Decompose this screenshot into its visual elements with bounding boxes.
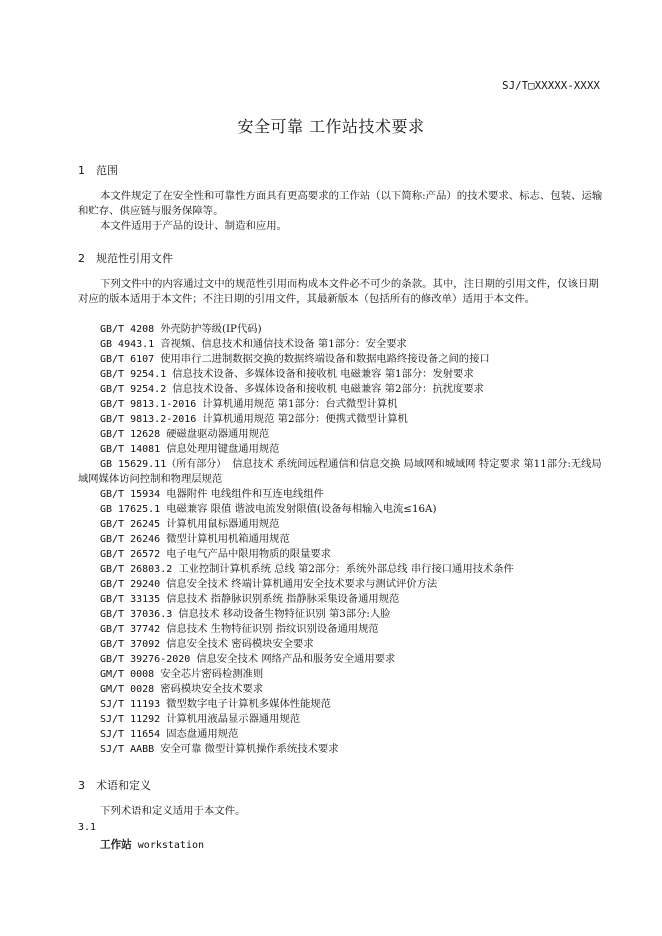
reference-item — [78, 562, 605, 577]
reference-title: 电磁兼容 限值 谐波电流发射限值(设备每相输入电流≤16A) — [166, 503, 437, 515]
reference-item — [78, 742, 605, 757]
reference-title: 信息安全技术 终端计算机通用安全技术要求与测试评价方法 — [166, 578, 438, 590]
reference-item — [78, 622, 605, 637]
reference-item — [78, 577, 605, 592]
reference-item — [78, 532, 605, 547]
section-heading-terms — [78, 777, 151, 793]
reference-item — [78, 397, 605, 412]
reference-code: GB 4943.1 — [100, 339, 155, 350]
section-number: 2 — [78, 252, 85, 265]
reference-title: 安全芯片密码检测准则 — [160, 668, 264, 680]
reference-code: GB/T 4208 — [100, 324, 155, 335]
reference-code: GB/T 14081 — [100, 444, 161, 455]
scope-paragraph: 本文件规定了在安全性和可靠性方面具有更高要求的工作站（以下简称:产品）的技术要求、标志、包装、运输和贮存、供应链与服务保障等。 — [78, 190, 603, 217]
reference-title: 信息技术 系统间远程通信和信息交换 局域网和城域网 特定要求 第11部分:无线局域网媒体访问控制和物理层规范 — [78, 458, 602, 485]
reference-item — [78, 697, 605, 712]
term-entry — [100, 837, 204, 852]
terms-intro: 下列术语和定义适用于本文件。 — [100, 805, 246, 817]
reference-item — [78, 412, 605, 427]
reference-item — [78, 352, 605, 367]
reference-item — [78, 367, 605, 382]
section-heading-normative-references — [78, 250, 173, 266]
normative-references-intro: 下列文件中的内容通过文中的规范性引用而构成本文件必不可少的条款。其中，注日期的引用文件，仅该日期对应的版本适用于本文件；不注日期的引用文件，其最新版本（包括所有的修改单）适用于本文件。 — [78, 278, 599, 305]
reference-item — [78, 682, 605, 697]
reference-list — [78, 322, 605, 757]
reference-title: 信息安全技术 网络产品和服务安全通用要求 — [196, 653, 396, 665]
document-title: 安全可靠 工作站技术要求 — [237, 117, 425, 136]
reference-item — [78, 337, 605, 352]
reference-title: 计算机通用规范 第1部分：台式微型计算机 — [202, 398, 398, 410]
reference-item — [78, 322, 605, 337]
reference-item — [78, 457, 605, 487]
reference-title: 信息技术 指静脉识别系统 指静脉采集设备通用规范 — [166, 593, 400, 605]
reference-code: GB/T 39276-2020 — [100, 654, 191, 665]
reference-code: GB/T 37742 — [100, 624, 161, 635]
reference-item — [78, 442, 605, 457]
reference-title: 信息技术设备、多媒体设备和接收机 电磁兼容 第1部分：发射要求 — [172, 368, 474, 380]
term-number: 3.1 — [78, 822, 97, 833]
reference-code: GB/T 37036.3 — [100, 609, 173, 620]
reference-title: 计算机用鼠标器通用规范 — [166, 518, 280, 530]
reference-title: 信息技术设备、多媒体设备和接收机 电磁兼容 第2部分：抗扰度要求 — [172, 383, 484, 395]
reference-title: 工业控制计算机系统 总线 第2部分：系统外部总线 串行接口通用技术条件 — [178, 563, 514, 575]
reference-title: 信息技术 生物特征识别 指纹识别设备通用规范 — [166, 623, 379, 635]
reference-title: 信息技术 移动设备生物特征识别 第3部分:人脸 — [178, 608, 391, 620]
reference-code: GB/T 9254.1 — [100, 369, 167, 380]
term-chinese: 工作站 — [100, 839, 132, 851]
reference-code: SJ/T 11292 — [100, 714, 161, 725]
scope-applicability-paragraph: 本文件适用于产品的设计、制造和应用。 — [100, 220, 288, 232]
section-heading-scope — [78, 162, 118, 178]
reference-title: 安全可靠 微型计算机操作系统技术要求 — [160, 743, 339, 755]
reference-code: SJ/T AABB — [100, 744, 155, 755]
reference-code: GB/T 6107 — [100, 354, 155, 365]
reference-code: GM/T 0028 — [100, 684, 155, 695]
term-english: workstation — [137, 840, 205, 851]
reference-item — [78, 652, 605, 667]
reference-item — [78, 382, 605, 397]
reference-code: GB/T 12628 — [100, 429, 161, 440]
reference-item — [78, 607, 605, 622]
reference-title: 信息处理用键盘通用规范 — [166, 443, 280, 455]
reference-item — [78, 667, 605, 682]
reference-item — [78, 712, 605, 727]
reference-code: GB/T 26245 — [100, 519, 161, 530]
reference-code: GB/T 33135 — [100, 594, 161, 605]
section-title: 规范性引用文件 — [96, 252, 173, 265]
document-code: SJ/T□XXXXX-XXXX — [502, 80, 600, 92]
section-title: 术语和定义 — [96, 779, 151, 792]
reference-code: GB/T 26572 — [100, 549, 161, 560]
reference-code: GM/T 0008 — [100, 669, 155, 680]
reference-title: 密码模块安全技术要求 — [160, 683, 264, 695]
section-title: 范围 — [96, 164, 118, 177]
reference-code: GB 15629.11（所有部分） — [100, 459, 227, 470]
reference-code: GB/T 37092 — [100, 639, 161, 650]
reference-title: 使用串行二进制数据交换的数据终端设备和数据电路终接设备之间的接口 — [160, 353, 490, 365]
reference-title: 微型计算机用机箱通用规范 — [166, 533, 290, 545]
reference-title: 电器附件 电线组件和互连电线组件 — [166, 488, 324, 500]
reference-title: 固态盘通用规范 — [166, 728, 239, 740]
reference-item — [78, 592, 605, 607]
reference-title: 微型数字电子计算机多媒体性能规范 — [166, 698, 331, 710]
reference-code: SJ/T 11654 — [100, 729, 161, 740]
reference-item — [78, 517, 605, 532]
reference-title: 硬磁盘驱动器通用规范 — [166, 428, 270, 440]
reference-item — [78, 502, 605, 517]
reference-code: SJ/T 11193 — [100, 699, 161, 710]
reference-title: 计算机用液晶显示器通用规范 — [166, 713, 301, 725]
reference-title: 信息安全技术 密码模块安全要求 — [166, 638, 314, 650]
reference-code: GB/T 26246 — [100, 534, 161, 545]
reference-title: 音视频、信息技术和通信技术设备 第1部分：安全要求 — [160, 338, 407, 350]
reference-code: GB/T 26803.2 — [100, 564, 173, 575]
reference-item — [78, 727, 605, 742]
reference-item — [78, 637, 605, 652]
section-number: 3 — [78, 779, 85, 792]
section-number: 1 — [78, 164, 85, 177]
reference-code: GB/T 15934 — [100, 489, 161, 500]
reference-item — [78, 427, 605, 442]
reference-title: 外壳防护等级(IP代码) — [160, 323, 262, 335]
reference-item — [78, 547, 605, 562]
reference-code: GB/T 9813.2-2016 — [100, 414, 197, 425]
reference-code: GB/T 9813.1-2016 — [100, 399, 197, 410]
reference-item — [78, 487, 605, 502]
reference-title: 电子电气产品中限用物质的限量要求 — [166, 548, 331, 560]
reference-title: 计算机通用规范 第2部分：便携式微型计算机 — [202, 413, 408, 425]
reference-code: GB/T 9254.2 — [100, 384, 167, 395]
reference-code: GB 17625.1 — [100, 504, 161, 515]
reference-code: GB/T 29240 — [100, 579, 161, 590]
